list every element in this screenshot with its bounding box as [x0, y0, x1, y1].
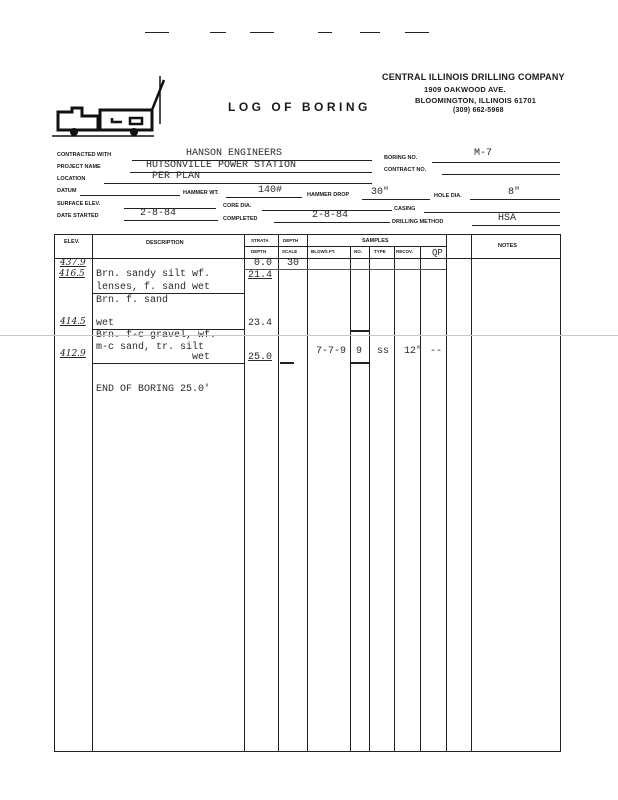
date-started-value: 2-8-84	[140, 208, 177, 219]
underline	[442, 174, 560, 175]
description-line: Brn. f. sand	[96, 295, 169, 306]
hole-dia-label: HOLE DIA.	[434, 193, 462, 199]
underline	[470, 199, 560, 200]
underline	[104, 183, 372, 184]
casing-label: CASING	[394, 206, 416, 212]
completed-value: 2-8-84	[312, 210, 349, 221]
hole-dia-value: 8"	[508, 187, 521, 198]
col-divider	[92, 234, 93, 752]
description-line: lenses, f. sand wet	[96, 282, 211, 293]
depth-divider	[244, 246, 307, 247]
surface-elev-label: SURFACE ELEV.	[57, 201, 101, 207]
scan-mark	[360, 32, 380, 33]
company-phone: (309) 662-5968	[453, 107, 504, 114]
row-line	[244, 269, 446, 270]
sample-blows: 7-7-9	[316, 346, 347, 357]
boring-no-label: BORING NO.	[384, 155, 418, 161]
strata-depth: 0.0	[254, 258, 273, 269]
underline	[274, 222, 390, 223]
scan-crease	[0, 335, 618, 336]
end-of-boring: END OF BORING 25.0'	[96, 384, 211, 395]
page-title: LOG OF BORING	[228, 100, 371, 114]
company-address: 1909 OAKWOOD AVE.	[424, 85, 506, 94]
location-label: LOCATION	[57, 176, 86, 182]
col-depth-bottom: SCALE	[282, 249, 298, 254]
sample-extra: --	[430, 346, 443, 357]
col-strata-top: STRATA	[251, 238, 269, 243]
col-divider	[446, 234, 447, 752]
sample-recov: 12"	[404, 346, 423, 357]
drilling-method-label: DRILLING METHOD	[392, 219, 444, 225]
qp-label: QP	[432, 248, 443, 258]
col-divider	[394, 246, 395, 752]
date-started-label: DATE STARTED	[57, 213, 99, 219]
sample-no: 9	[356, 346, 363, 357]
col-description: DESCRIPTION	[146, 240, 184, 246]
elevation: 414.5	[60, 317, 86, 327]
project-name-label: PROJECT NAME	[57, 164, 101, 170]
scan-mark	[145, 32, 169, 33]
col-divider	[369, 246, 370, 752]
sample-tick	[280, 362, 294, 364]
strata-line	[93, 293, 244, 294]
underline	[472, 225, 560, 226]
description-line: m-c sand, tr. silt	[96, 342, 205, 353]
col-divider	[471, 234, 472, 752]
datum-label: DATUM	[57, 188, 77, 194]
col-type: TYPE	[374, 249, 386, 254]
core-dia-label: CORE DIA.	[223, 203, 252, 209]
sample-tick	[350, 362, 370, 364]
strata-depth: 23.4	[248, 318, 273, 329]
samples-divider	[307, 246, 446, 247]
contracted-with-label: CONTRACTED WITH	[57, 152, 112, 158]
col-recov: RECOV.	[396, 249, 413, 254]
elevation: 416.5	[59, 269, 85, 279]
company-city: BLOOMINGTON, ILLINOIS 61701	[415, 96, 537, 105]
contracted-with-value: HANSON ENGINEERS	[186, 148, 283, 159]
elevation: 437.9	[60, 258, 86, 268]
sample-tick	[350, 330, 370, 332]
underline	[432, 162, 560, 163]
col-no: NO.	[354, 249, 363, 254]
col-blows: BLOWS FT.	[311, 249, 336, 254]
strata-line	[93, 363, 244, 364]
completed-label: COMPLETED	[223, 216, 258, 222]
scan-mark	[405, 32, 429, 33]
hammer-drop-value: 30"	[371, 187, 390, 198]
col-divider	[307, 234, 308, 752]
drilling-method-value: HSA	[498, 213, 517, 224]
strata-depth: 21.4	[248, 270, 273, 281]
sample-type: ss	[377, 346, 390, 357]
boring-no-value: M-7	[474, 148, 493, 159]
col-divider	[420, 246, 421, 752]
hammer-wt-label: HAMMER WT.	[183, 190, 219, 196]
scan-mark	[210, 32, 226, 33]
underline	[226, 197, 302, 198]
depth-scale: 30	[287, 258, 300, 269]
scan-mark	[250, 32, 274, 33]
drill-truck-logo	[52, 74, 170, 142]
col-notes: NOTES	[498, 243, 517, 249]
col-divider	[244, 234, 245, 752]
location-value: PER PLAN	[152, 171, 201, 182]
col-samples: SAMPLES	[362, 238, 389, 244]
contract-no-label: CONTRACT NO.	[384, 167, 427, 173]
col-elev: ELEV.	[64, 239, 80, 245]
elevation: 412.9	[60, 349, 86, 359]
col-strata-bottom: DEPTH	[251, 249, 267, 254]
project-name-value: HUTSONVILLE POWER STATION	[146, 160, 297, 171]
description-line: Brn. sandy silt wf.	[96, 269, 211, 280]
description-line: wet	[96, 318, 115, 329]
scan-mark	[318, 32, 332, 33]
underline	[80, 195, 180, 196]
underline	[424, 212, 560, 213]
hammer-drop-label: HAMMER DROP	[307, 192, 350, 198]
col-divider	[278, 234, 279, 752]
strata-depth: 25.0	[248, 352, 273, 363]
hammer-wt-value: 140#	[258, 185, 283, 196]
company-name: CENTRAL ILLINOIS DRILLING COMPANY	[382, 72, 565, 82]
underline	[124, 220, 218, 221]
col-divider	[350, 246, 351, 752]
col-depth-top: DEPTH	[283, 238, 299, 243]
underline	[362, 199, 430, 200]
description-line: wet	[192, 352, 211, 363]
